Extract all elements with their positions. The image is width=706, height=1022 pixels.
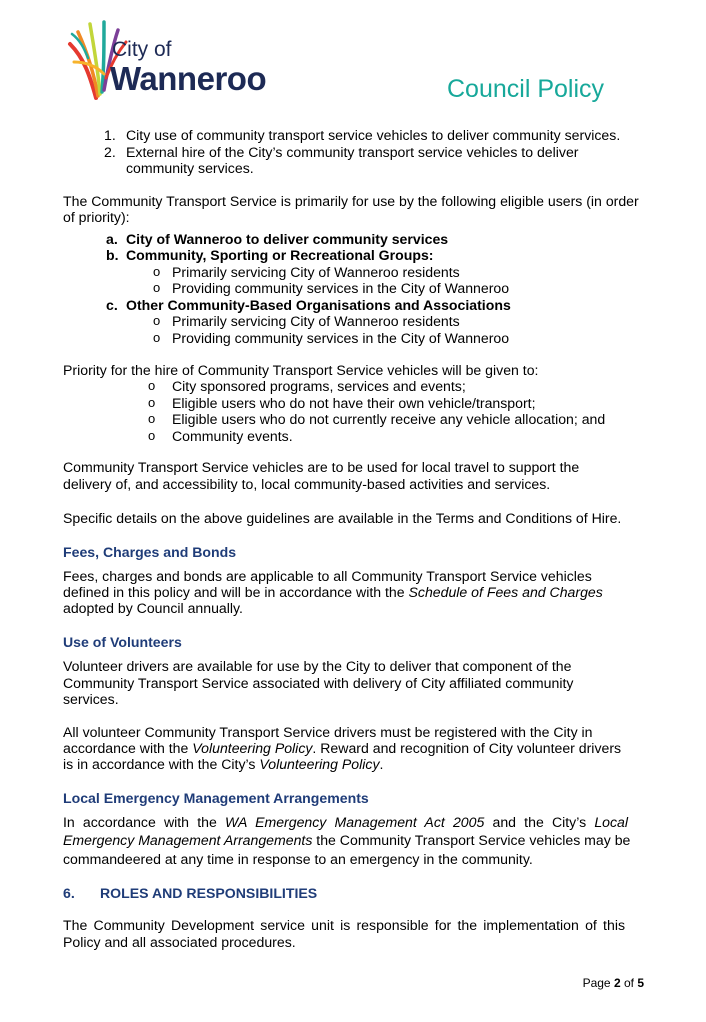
- paragraph-line: services.: [63, 691, 119, 707]
- list-letter: c.: [106, 297, 118, 313]
- paragraph-line: defined in this policy and will be in accordance with the Schedule of Fees and Charges: [63, 584, 603, 600]
- bullet-icon: o: [153, 313, 161, 328]
- paragraph-line: Policy and all associated procedures.: [63, 934, 296, 950]
- paragraph-line: is in accordance with the City’s Volunteering Policy.: [63, 756, 384, 772]
- paragraph-line: The Community Development service unit is responsible for the implementation of this: [63, 917, 625, 933]
- page-number: Page 2 of 5: [582, 976, 644, 990]
- emphasis: WA Emergency Management Act 2005: [224, 814, 485, 830]
- list-item-continued: community services.: [126, 160, 254, 176]
- eligible-user-c: Other Community-Based Organisations and Associations: [126, 297, 511, 313]
- section-heading-roles: ROLES AND RESPONSIBILITIES: [100, 885, 318, 901]
- paragraph-line: Community Transport Service associated with delivery of City affiliated community: [63, 675, 574, 691]
- priority-item: City sponsored programs, services and events;: [172, 378, 466, 394]
- paragraph-line: adopted by Council annually.: [63, 600, 243, 616]
- priority-item: Eligible users who do not currently receive any vehicle allocation; and: [172, 411, 606, 427]
- list-item: External hire of the City’s community transport service vehicles to deliver: [126, 144, 579, 160]
- paragraph-line: accordance with the Volunteering Policy. Reward and recognition of City volunteer drivers: [63, 740, 622, 756]
- list-item: City use of community transport service vehicles to deliver community services.: [126, 127, 621, 143]
- paragraph-line: All volunteer Community Transport Service drivers must be registered with the City in: [63, 724, 593, 740]
- logo-text-wanneroo: Wanneroo: [110, 60, 267, 97]
- sub-item: Primarily servicing City of Wanneroo residents: [172, 264, 460, 280]
- section-heading-fees: Fees, Charges and Bonds: [63, 544, 237, 560]
- paragraph-line: commandeered at any time in response to an emergency in the community.: [63, 851, 533, 867]
- paragraph-line: Fees, charges and bonds are applicable to all Community Transport Service vehicles: [63, 568, 592, 584]
- bullet-icon: o: [148, 378, 156, 393]
- list-letter: a.: [106, 231, 118, 247]
- emphasis: Volunteering Policy: [259, 756, 380, 772]
- bullet-icon: o: [153, 280, 161, 295]
- bullet-icon: o: [153, 330, 161, 345]
- document-type-title: Council Policy: [447, 75, 605, 103]
- emphasis: Schedule of Fees and Charges: [408, 584, 603, 600]
- sub-item: Primarily servicing City of Wanneroo residents: [172, 313, 460, 329]
- eligible-user-a: City of Wanneroo to deliver community services: [126, 231, 449, 247]
- sub-item: Providing community services in the City of Wanneroo: [172, 330, 510, 346]
- paragraph-line: delivery of, and accessibility to, local community-based activities and services.: [63, 476, 551, 492]
- paragraph-line: Volunteer drivers are available for use by the City to deliver that component of the: [63, 658, 572, 674]
- paragraph-line: In accordance with the WA Emergency Management Act 2005 and the City’s Local: [63, 814, 629, 830]
- priority-item: Community events.: [172, 428, 293, 444]
- logo-text-city-of: City of: [112, 38, 172, 61]
- list-number: 1.: [104, 127, 116, 143]
- paragraph-line: Specific details on the above guidelines are available in the Terms and Conditions of Hire.: [63, 510, 622, 526]
- sub-item: Providing community services in the City of Wanneroo: [172, 280, 510, 296]
- section-number: 6.: [63, 885, 75, 901]
- emphasis: Volunteering Policy: [192, 740, 313, 756]
- paragraph-line: of priority):: [63, 209, 130, 225]
- bullet-icon: o: [148, 428, 156, 443]
- bullet-icon: o: [148, 395, 156, 410]
- eligible-user-b: Community, Sporting or Recreational Groups:: [126, 247, 434, 263]
- paragraph-line: Emergency Management Arrangements the Community Transport Service vehicles may be: [63, 832, 631, 848]
- paragraph-line: Community Transport Service vehicles are to be used for local travel to support the: [63, 459, 580, 475]
- emphasis: Emergency Management Arrangements: [63, 832, 313, 848]
- list-letter: b.: [106, 247, 119, 263]
- paragraph-line: The Community Transport Service is primarily for use by the following eligible users (in order: [63, 193, 639, 209]
- list-number: 2.: [104, 144, 116, 160]
- priority-item: Eligible users who do not have their own vehicle/transport;: [172, 395, 536, 411]
- bullet-icon: o: [148, 411, 156, 426]
- bullet-icon: o: [153, 264, 161, 279]
- section-heading-volunteers: Use of Volunteers: [63, 634, 182, 650]
- paragraph-line: Priority for the hire of Community Transport Service vehicles will be given to:: [63, 362, 539, 378]
- emphasis: Local: [594, 814, 629, 830]
- section-heading-emergency: Local Emergency Management Arrangements: [63, 790, 369, 806]
